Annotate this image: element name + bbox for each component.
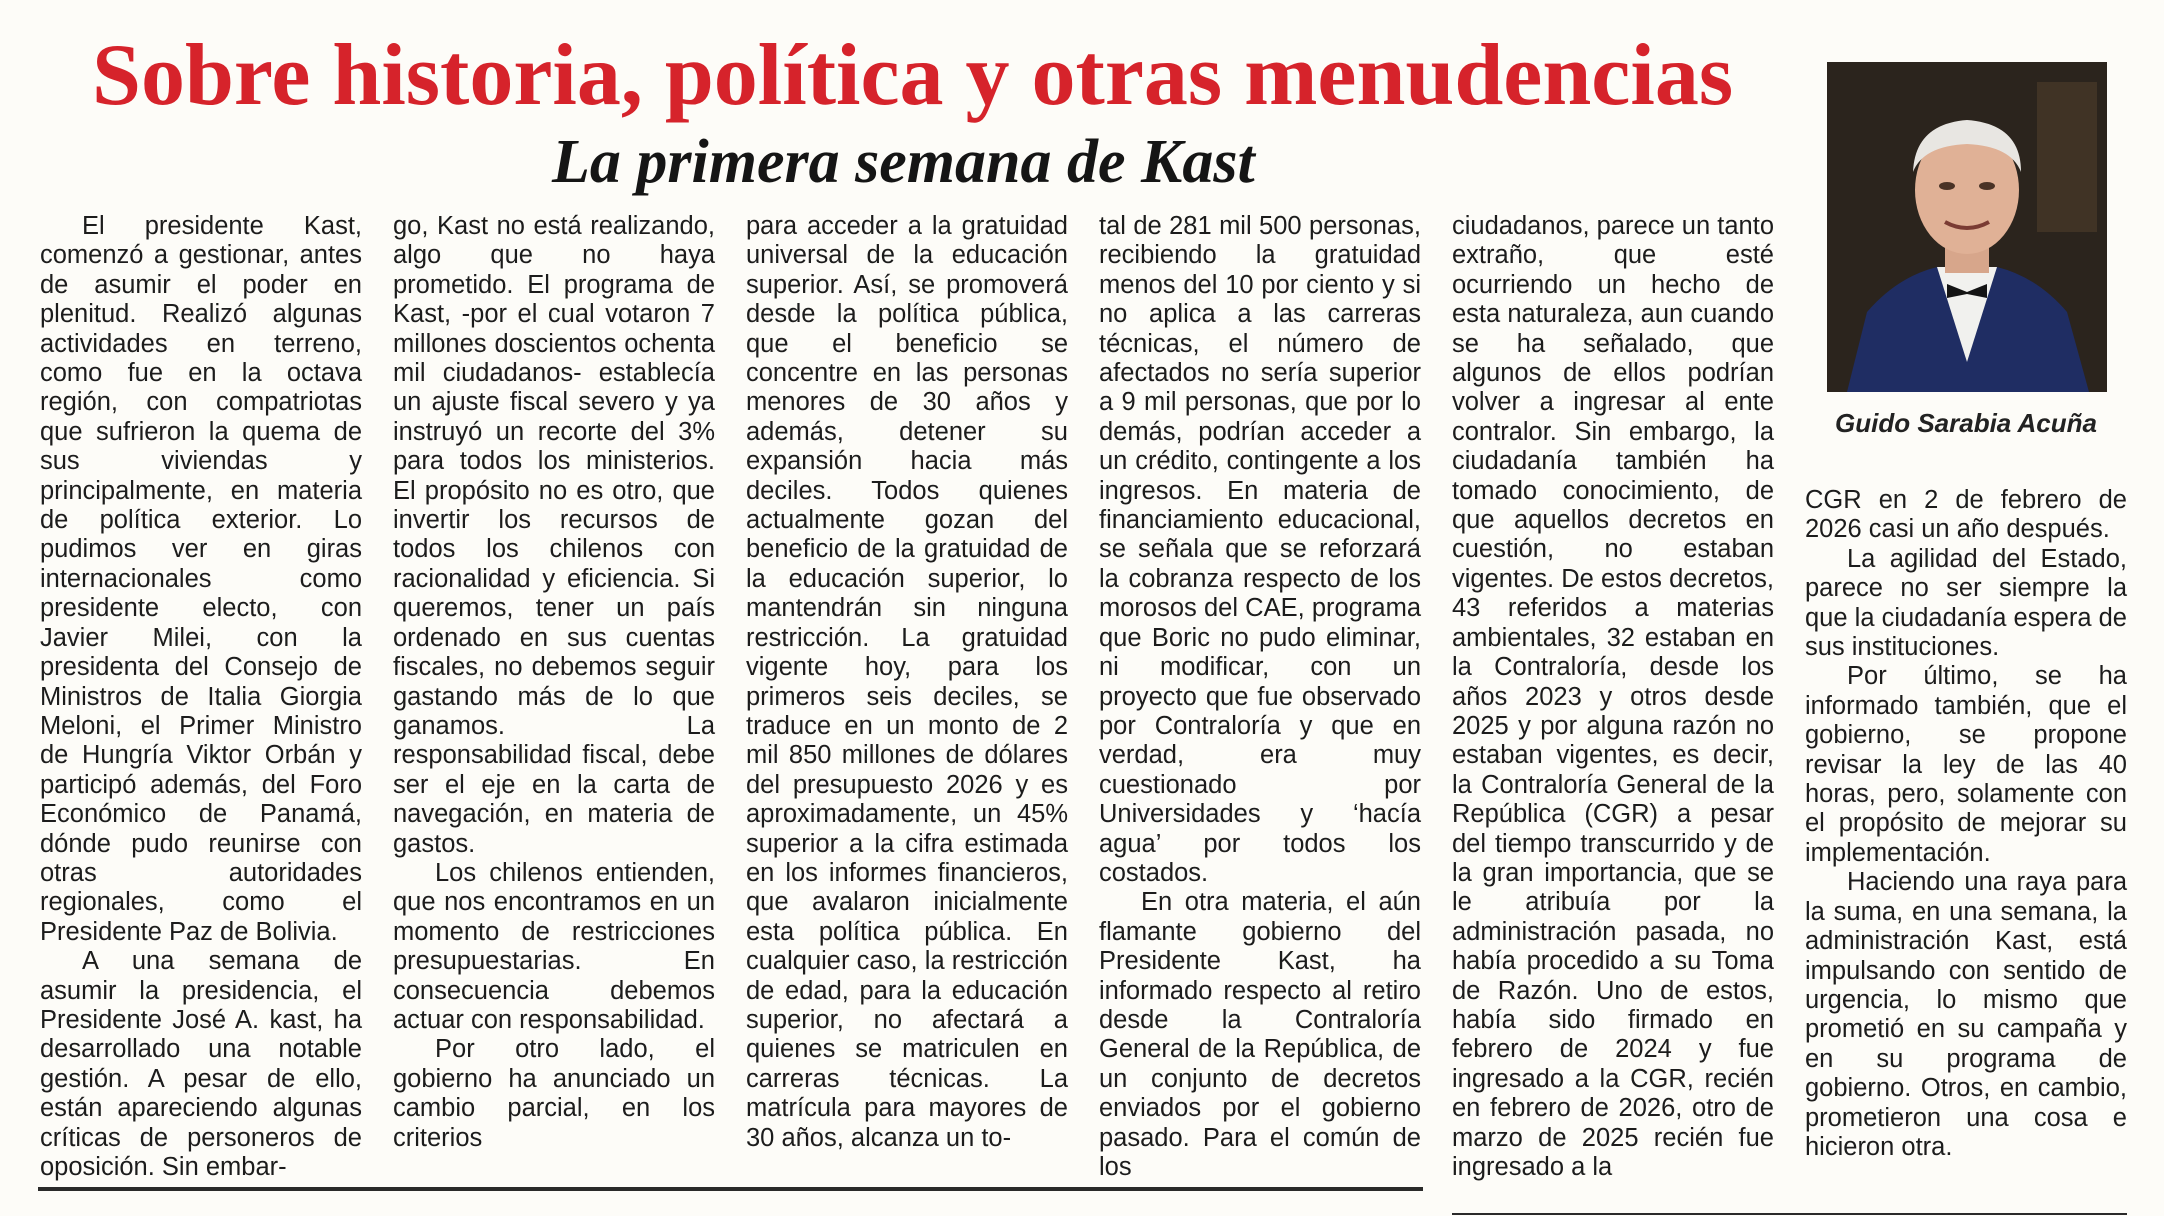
article-column-4 bbox=[1099, 212, 1421, 1182]
author-portrait-image bbox=[1827, 62, 2107, 392]
article-paragraph: Haciendo una raya para la suma, en una semana, la administración Kast, está impulsando con sentido de urgencia, lo mismo que prometió en su campaña y en su programa de gobierno. Otros, en cambio, prometieron una cosa e hicieron otra. bbox=[1805, 868, 2127, 1161]
article-paragraph: El presidente Kast, comenzó a gestionar, antes de asumir el poder en plenitud. Realizó algunas actividades en terreno, como fue en la octava región, con compatriotas que sufrieron la quema de sus viviendas y principalmente, en materia de política exterior. Lo pudimos ver en giras internacionales como presidente electo, con Javier Milei, con la presidenta del Consejo de Ministros de Italia Giorgia Meloni, el Primer Ministro de Hungría Viktor Orbán y participó además, del Foro Económico de Panamá, dónde pudo reunirse con otras autoridades regionales, como el Presidente Paz de Bolivia. bbox=[40, 212, 362, 946]
page-title: Sobre historia, política y otras menudencias bbox=[92, 27, 1734, 124]
article-paragraph: Por último, se ha informado también, que el gobierno, se propone revisar la ley de las 40 horas, pero, solamente con el propósito de mejorar su implementación. bbox=[1805, 662, 2127, 867]
article-paragraph: tal de 281 mil 500 personas, recibiendo la gratuidad menos del 10 por ciento y si no aplica a las carreras técnicas, el número de afectados no sería superior a 9 mil personas, que por lo demás, podrían acceder a un crédito, contingente a los ingresos. En materia de financiamiento educacional, se señala que se reforzará la cobranza respecto de los morosos del CAE, programa que Boric no pudo eliminar, ni modificar, con un proyecto que fue observado por Contraloría y que en verdad, era muy cuestionado por Universidades y ‘hacía agua’ por todos los costados. bbox=[1099, 212, 1421, 887]
article-paragraph: para acceder a la gratuidad universal de la educación superior. Así, se promoverá desde la política pública, que el beneficio se concentre en las personas menores de 30 años y además, detener su expansión hacia más deciles. Todos quienes actualmente gozan del beneficio de la gratuidad de la educación superior, lo mantendrán sin ninguna restricción. La gratuidad vigente hoy, para los primeros seis deciles, se traduce en un monto de 2 mil 850 millones de dólares del presupuesto 2026 y es aproximadamente, un 45% superior a la cifra estimada en los informes financieros, que avalaron inicialmente esta política pública. En cualquier caso, la restricción de edad, para la educación superior, no afectará a quienes se matriculen en carreras técnicas. La matrícula para mayores de 30 años, alcanza un to- bbox=[746, 212, 1068, 1152]
article-column-6 bbox=[1805, 486, 2127, 1162]
article-subtitle: La primera semana de Kast bbox=[552, 128, 1255, 196]
article-column-3 bbox=[746, 212, 1068, 1153]
article-paragraph: CGR en 2 de febrero de 2026 casi un año después. bbox=[1805, 486, 2127, 544]
article-paragraph: La agilidad del Estado, parece no ser siempre la que la ciudadanía espera de sus instituciones. bbox=[1805, 544, 2127, 662]
section-divider bbox=[38, 1187, 1423, 1191]
article-paragraph: En otra materia, el aún flamante gobierno del Presidente Kast, ha informado respecto al retiro desde la Contraloría General de la República, de un conjunto de decretos enviados por el gobierno pasado. Para el común de los bbox=[1099, 888, 1421, 1181]
author-photo bbox=[1827, 62, 2107, 392]
section-divider-right bbox=[1452, 1213, 2127, 1215]
next-article-headline-clipped bbox=[40, 1194, 1420, 1216]
article-column-2 bbox=[393, 212, 715, 1153]
article-paragraph: A una semana de asumir la presidencia, el Presidente José A. kast, ha desarrollado una notable gestión. A pesar de ello, están apareciendo algunas críticas de personeros de oposición. Sin embar- bbox=[40, 947, 362, 1181]
article-paragraph: Por otro lado, el gobierno ha anunciado un cambio parcial, en los criterios bbox=[393, 1035, 715, 1152]
article-column-5 bbox=[1452, 212, 1774, 1182]
author-byline: Guido Sarabia Acuña bbox=[1835, 408, 2097, 438]
article-paragraph: go, Kast no está realizando, algo que no haya prometido. El programa de Kast, -por el cual votaron 7 millones doscientos ochenta mil ciudadanos- establecía un ajuste fiscal severo y ya instruyó un recorte del 3% para todos los ministerios. El propósito no es otro, que invertir los recursos de todos los chilenos con racionalidad y eficiencia. Si queremos, tener un país ordenado en sus cuentas fiscales, no debemos seguir gastando más de lo que ganamos. La responsabilidad fiscal, debe ser el eje en la carta de navegación, en materia de gastos. bbox=[393, 212, 715, 858]
article-paragraph: ciudadanos, parece un tanto extraño, que esté ocurriendo un hecho de esta naturaleza, aun cuando se ha señalado, que algunos de ellos podrían volver a ingresar al ente contralor. Sin embargo, la ciudadanía también ha tomado conocimiento, de que aquellos decretos en cuestión, no estaban vigentes. De estos decretos, 43 referidos a materias ambientales, 32 estaban en la Contraloría, desde los años 2023 y otros desde 2025 y por alguna razón no estaban vigentes, es decir, la Contraloría General de la República (CGR) a pesar del tiempo transcurrido y de la gran importancia, que se le atribuía por la administración pasada, no había procedido a su Toma de Razón. Uno de estos, había sido firmado en febrero de 2024 y fue ingresado a la CGR, recién en febrero de 2026, otro de marzo de 2025 recién fue ingresado a la bbox=[1452, 212, 1774, 1181]
article-column-1 bbox=[40, 212, 362, 1182]
article-paragraph: Los chilenos entienden, que nos encontramos en un momento de restricciones presupuestarias. En consecuencia debemos actuar con responsabilidad. bbox=[393, 858, 715, 1034]
